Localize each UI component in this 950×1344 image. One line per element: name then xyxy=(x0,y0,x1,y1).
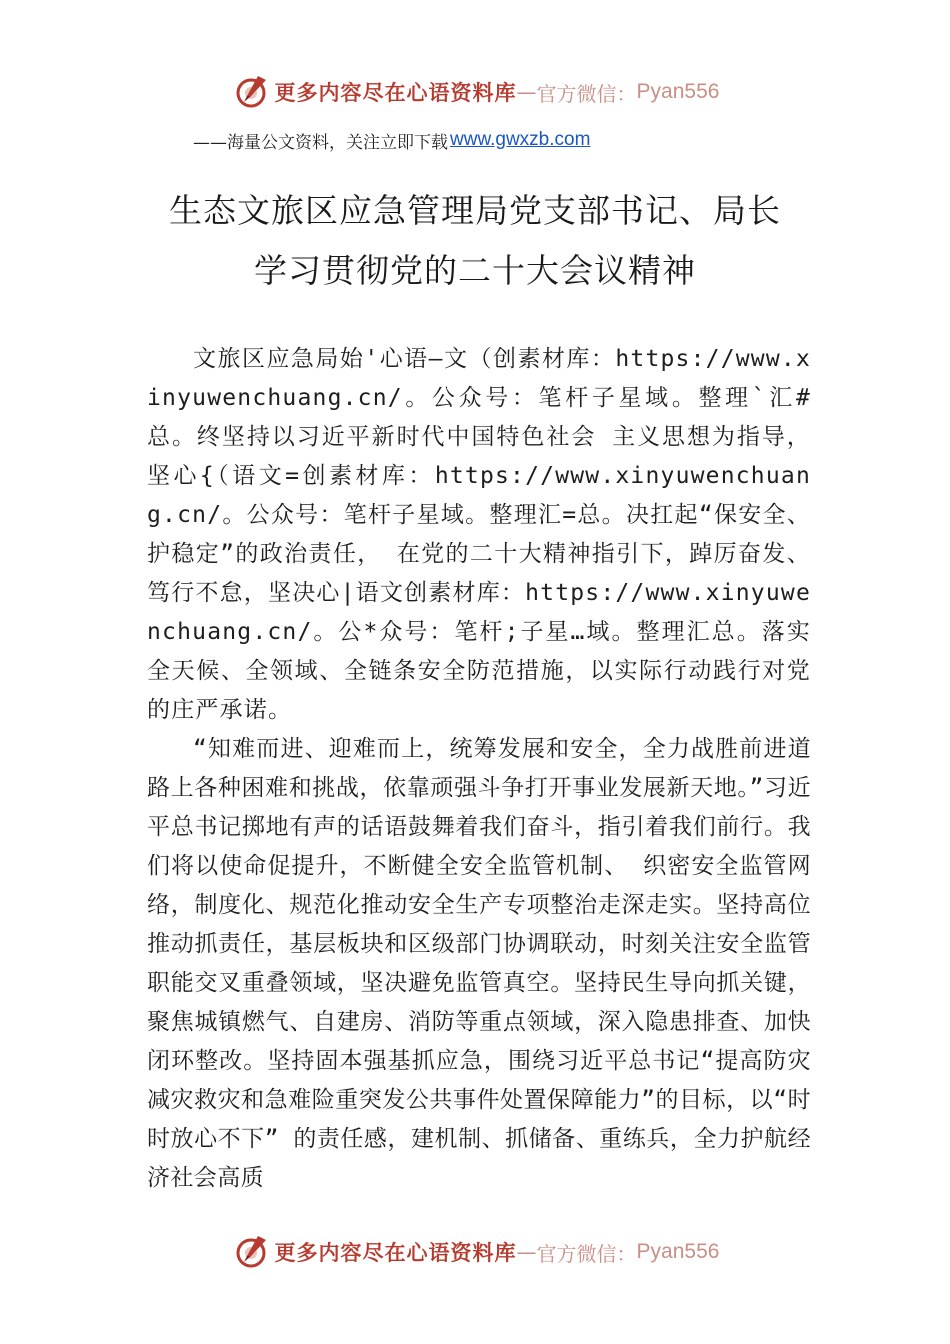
footer-dash: — xyxy=(516,1240,537,1264)
banner-wechat-label: 官方微信： xyxy=(536,81,637,106)
footer-slogan: 更多内容尽在心语资料库 xyxy=(274,1240,517,1265)
banner-slogan: 更多内容尽在心语资料库 xyxy=(274,80,517,105)
subheader-text: ——海量公文资料，关注立即下载 xyxy=(193,132,448,153)
subheader xyxy=(193,127,590,153)
paragraph-2: “知难而进、迎难而上，统筹发展和安全，全力战胜前进道路上各种困难和挑战，依靠顽强斗争打开事业发展新天地。”习近平总书记掷地有声的话语鼓舞着我们奋斗，指引着我们前行。我们将以使命促提升，不断健全安全监管机制、 织密安全监管网络，制度化、规范化推动安全生产专项整治走深走实。坚持高位推动抓责任，基层板块和区级部门协调联动，时刻关注安全监管职能交叉重叠领域，坚决避免监管真空。坚持民生导向抓关键，聚焦城镇燃气、自建房、消防等重点领域，深入隐患排查、加快闭环整改。坚持固本强基抓应急，围绕习近平总书记“提高防灾减灾救灾和急难险重突发公共事件处置保障能力”的目标，以“时时放心不下” 的责任感，建机制、抓储备、重练兵，全力护航经济社会高质 xyxy=(147,736,811,1191)
pen-logo-icon xyxy=(231,1232,271,1272)
banner-dash: — xyxy=(516,80,537,104)
footer-wechat-id: Pyan556 xyxy=(636,1240,720,1263)
pen-logo-icon xyxy=(231,72,271,112)
header-banner xyxy=(0,70,950,114)
banner-wechat-id: Pyan556 xyxy=(636,80,720,103)
page-title-line-2: 学习贯彻党的二十大会议精神 xyxy=(254,251,696,290)
download-link[interactable]: www.gwxzb.com xyxy=(450,129,591,150)
document-body xyxy=(147,340,811,1198)
footer-wechat-label: 官方微信： xyxy=(536,1241,637,1266)
paragraph-1: 文旅区应急局始'心语—文（创素材库：https://www.xinyuwenchuang.cn/。公众号：笔杆子星域。整理`汇#总。终坚持以习近平新时代中国特色社会 主义思想为指导，坚心{（语文=创素材库：https://www.xinyuwenchuang.cn/。公众号：笔杆子星域。整理汇=总。决扛起“保安全、护稳定”的政治责任， 在党的二十大精神指引下，踔厉奋发、笃行不怠，坚决心|语文创素材库：https://www.xinyuwenchuang.cn/。公*众号：笔杆;子星…域。整理汇总。落实全天候、全领域、全链条安全防范措施，以实际行动践行对党的庄严承诺。 xyxy=(147,346,811,723)
page-title-line-1: 生态文旅区应急管理局党支部书记、局长 xyxy=(169,191,781,230)
footer-banner xyxy=(0,1230,950,1274)
